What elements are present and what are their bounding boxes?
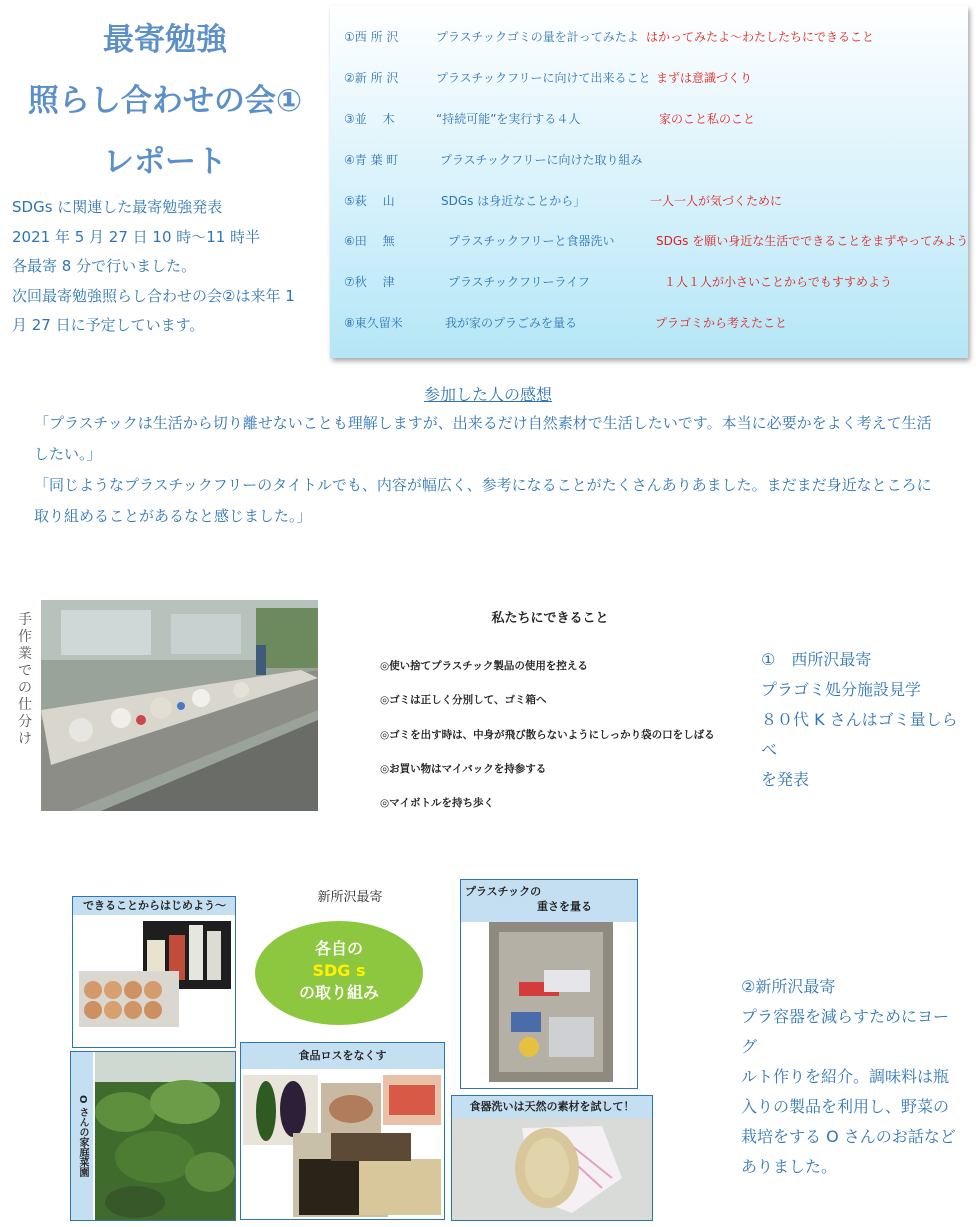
start-card	[72, 896, 236, 1048]
summary-line: ②新所沢最寄	[741, 977, 836, 996]
intro-line: 月 27 日に予定しています。	[12, 316, 205, 334]
schedule-note: 一人一人が気づくために	[650, 194, 783, 208]
nishitokorozawa-summary	[761, 645, 971, 795]
dish-washing-caption: 食器洗いは天然の素材を試して！	[452, 1096, 652, 1118]
report-title-line1: 最寄勉強	[103, 22, 227, 58]
plastic-weight-caption-line1: プラスチックの	[465, 885, 542, 898]
can-do-item: ◎ゴミは正しく分別して、ゴミ箱へ	[380, 694, 547, 706]
schedule-row	[344, 314, 964, 334]
impression-comment: 「プラスチックは生活から切り離せないことも理解しますが、出来るだけ自然素材で生活したいです。本当に必要かをよく考えて生活したい。」	[34, 414, 932, 463]
schedule-row	[344, 273, 964, 293]
impressions-heading: 参加した人の感想	[423, 385, 552, 404]
garden-card-caption: O さんの家庭菜園	[71, 1052, 93, 1220]
garden-illustration	[95, 1052, 235, 1220]
summary-line: ① 西所沢最寄	[761, 650, 872, 669]
eggs-and-bottles-illustration	[73, 915, 235, 1045]
schedule-topic: SDGs は身近なことから」	[441, 194, 586, 208]
impressions-text	[34, 408, 946, 532]
schedule-area: ④青 葉 町	[344, 153, 399, 167]
can-do-item: ◎お買い物はマイバックを持参する	[380, 763, 547, 775]
schedule-area: ③並 木	[344, 112, 395, 126]
report-title-line3: レポート	[103, 144, 227, 180]
schedule-topic: プラスチックフリーと食器洗い	[448, 234, 615, 248]
schedule-row	[344, 28, 964, 48]
food-loss-caption: 食品ロスをなくす	[241, 1043, 444, 1069]
report-title-line2: 照らし合わせの会①	[27, 83, 303, 119]
what-we-can-do-title: 私たちにできること	[491, 611, 609, 626]
schedule-area: ⑤萩 山	[344, 194, 395, 208]
summary-line: プラゴミ処分施設見学	[761, 680, 922, 699]
oval-line: の取り組み	[298, 983, 379, 1002]
schedule-area: ⑥田 無	[344, 234, 395, 248]
schedule-row	[344, 192, 964, 212]
intro-text	[12, 193, 317, 341]
intro-line: 次回最寄勉強照らし合わせの会②は来年 1	[12, 286, 295, 305]
sorting-facility-illustration	[41, 600, 318, 811]
food-illustration	[241, 1069, 444, 1219]
schedule-row	[344, 151, 964, 171]
schedule-note: プラゴミから考えたこと	[655, 316, 788, 330]
schedule-topic: “持続可能”を実行する４人	[436, 112, 581, 126]
plastic-weight-caption-line2: 重さを量る	[537, 900, 592, 913]
sorting-facility-photo	[41, 600, 318, 811]
oval-line: 各自の	[314, 939, 363, 958]
schedule-row	[344, 110, 964, 130]
summary-line: 入りの製品を利用し、野菜の	[741, 1097, 950, 1116]
intro-line: 各最寄 8 分で行いました。	[12, 257, 197, 275]
garden-card	[70, 1051, 236, 1221]
schedule-note: はかってみたよ～わたしたちにできること	[646, 30, 875, 44]
schedule-topic: プラスチックフリーに向けた取り組み	[440, 153, 643, 167]
schedule-area: ⑧東久留米	[344, 316, 403, 330]
summary-line: 栽培をする O さんのお話など	[741, 1127, 956, 1146]
oval-line-sdgs: SDG s	[312, 961, 366, 980]
summary-line: ルト作りを紹介。調味料は瓶	[741, 1067, 950, 1086]
can-do-item: ◎使い捨てプラスチック製品の使用を控える	[380, 660, 588, 672]
can-do-item: ◎ゴミを出す時は、中身が飛び散らないようにしっかり袋の口をしばる	[380, 729, 715, 741]
photo-caption-vertical	[16, 612, 34, 748]
schedule-note: SDGs を願い身近な生活でできることをまずやってみよう	[656, 234, 969, 248]
intro-line: SDGs に関連した最寄勉強発表	[12, 198, 223, 216]
start-card-caption: できることからはじめよう～	[73, 897, 235, 915]
schedule-topic: プラスチックゴミの量を計ってみたよ	[436, 30, 639, 44]
schedule-topic: プラスチックフリーに向けて出来ること	[436, 71, 651, 85]
summary-line: ８０代 K さんはゴミ量しらべ	[761, 710, 958, 759]
intro-line: 2021 年 5 月 27 日 10 時～11 時半	[12, 227, 261, 246]
schedule-note: まずは意識づくり	[656, 71, 753, 85]
food-loss-card	[240, 1042, 445, 1220]
schedule-topic: プラスチックフリーライフ	[448, 275, 590, 289]
natural-sponge-illustration	[452, 1118, 652, 1220]
schedule-area: ②新 所 沢	[344, 71, 399, 85]
plastic-weight-caption	[461, 880, 637, 922]
schedule-note: 家のこと私のこと	[659, 112, 756, 126]
dish-washing-card	[451, 1095, 653, 1221]
can-do-item: ◎マイボトルを持ち歩く	[380, 797, 494, 809]
impression-comment: 「同じようなプラスチックフリーのタイトルでも、内容が幅広く、参考になることがたくさんありあました。まだまだ身近なところに取り組めることがあるなと感じました。」	[34, 476, 932, 525]
schedule-note: １人１人が小さいことからでもすすめよう	[664, 275, 893, 289]
plastic-weight-card	[460, 879, 638, 1089]
schedule-area: ①西 所 沢	[344, 30, 399, 44]
schedule-row	[344, 232, 969, 252]
summary-line: プラ容器を減らすためにヨーグ	[741, 1007, 950, 1056]
schedule-row	[344, 69, 964, 89]
sdgs-oval	[255, 921, 423, 1025]
presentation-schedule-panel	[330, 6, 968, 358]
shintokorozawa-label: 新所沢最寄	[317, 890, 383, 905]
photo-caption-text: 手作業での仕分け	[18, 612, 32, 747]
summary-line: ありました。	[741, 1157, 838, 1176]
shintokorozawa-summary	[741, 972, 961, 1182]
schedule-area: ⑦秋 津	[344, 275, 395, 289]
schedule-topic: 我が家のプラごみを量る	[445, 316, 578, 330]
plastic-bag-illustration	[489, 922, 613, 1082]
summary-line: を発表	[761, 770, 810, 789]
